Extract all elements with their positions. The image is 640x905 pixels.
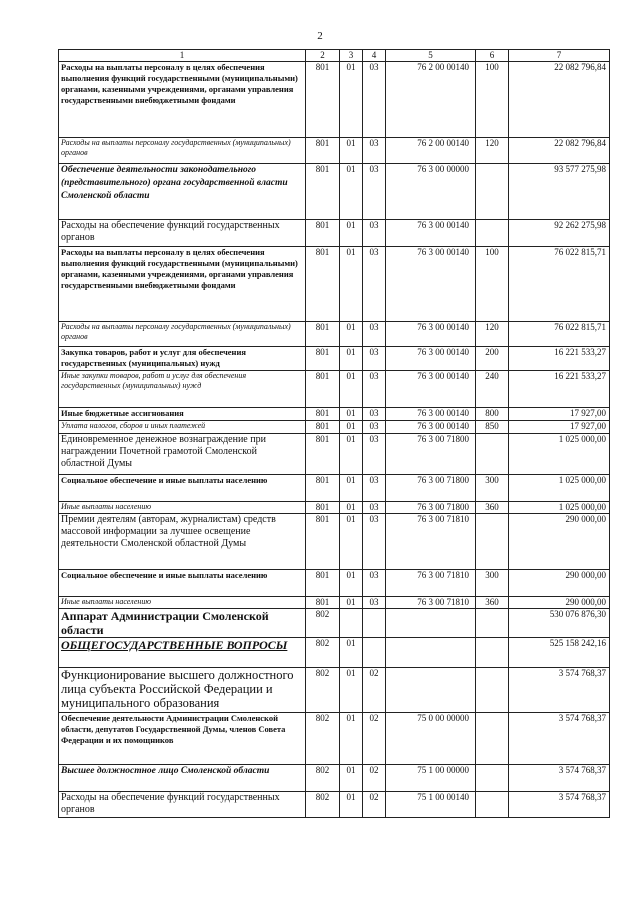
expense-type-cell: 850 <box>476 421 509 434</box>
department-code-cell: 801 <box>306 371 340 408</box>
expense-name-cell: Аппарат Администрации Смоленской области <box>59 609 306 638</box>
budget-table <box>58 49 610 818</box>
amount-cell: 3 574 768,37 <box>509 713 610 765</box>
department-code-cell: 801 <box>306 62 340 138</box>
expense-name-cell: Единовременное денежное вознаграждение при награждении Почетной грамотой Смоленской областной Думы <box>59 434 306 475</box>
table-row <box>59 247 610 322</box>
target-article-cell: 75 0 00 00000 <box>386 713 476 765</box>
table-row <box>59 164 610 220</box>
expense-name-cell: Расходы на выплаты персоналу государственных (муниципальных) органов <box>59 138 306 164</box>
target-article-cell: 76 3 00 71810 <box>386 570 476 597</box>
table-row <box>59 765 610 792</box>
expense-name-cell: Уплата налогов, сборов и иных платежей <box>59 421 306 434</box>
header-cell-1: 1 <box>59 50 306 62</box>
target-article-cell: 76 3 00 71810 <box>386 514 476 570</box>
subsection-code-cell: 03 <box>363 322 386 347</box>
amount-cell: 1 025 000,00 <box>509 434 610 475</box>
expense-name-cell: Расходы на выплаты персоналу в целях обеспечения выполнения функций государственными (муниципальными) органами, казенными учреждениями, органами управления государственными внебюджетными фондами <box>59 62 306 138</box>
department-code-cell: 802 <box>306 765 340 792</box>
department-code-cell: 801 <box>306 408 340 421</box>
target-article-cell: 76 3 00 71810 <box>386 597 476 609</box>
section-code-cell: 01 <box>340 638 363 668</box>
amount-cell: 3 574 768,37 <box>509 668 610 713</box>
target-article-cell: 76 3 00 00140 <box>386 421 476 434</box>
expense-type-cell <box>476 220 509 247</box>
target-article-cell: 76 3 00 00140 <box>386 408 476 421</box>
table-row <box>59 668 610 713</box>
expense-type-cell: 100 <box>476 247 509 322</box>
table-row <box>59 434 610 475</box>
subsection-code-cell: 03 <box>363 371 386 408</box>
expense-type-cell: 240 <box>476 371 509 408</box>
table-row <box>59 371 610 408</box>
section-code-cell: 01 <box>340 164 363 220</box>
target-article-cell: 76 3 00 00140 <box>386 247 476 322</box>
expense-type-cell: 200 <box>476 347 509 371</box>
target-article-cell: 76 3 00 71800 <box>386 475 476 502</box>
table-row <box>59 570 610 597</box>
expense-name-cell: Расходы на выплаты персоналу в целях обеспечения выполнения функций государственными (муниципальными) органами, казенными учреждениями, органами управления государственными внебюджетными фондами <box>59 247 306 322</box>
table-row <box>59 220 610 247</box>
expense-name-cell: Обеспечение деятельности Администрации Смоленской области, депутатов Государственной Думы, членов Совета Федерации и их помощников <box>59 713 306 765</box>
amount-cell: 3 574 768,37 <box>509 792 610 818</box>
target-article-cell <box>386 668 476 713</box>
expense-type-cell: 100 <box>476 62 509 138</box>
expense-name-cell: Расходы на обеспечение функций государственных органов <box>59 792 306 818</box>
target-article-cell: 76 3 00 00140 <box>386 322 476 347</box>
table-row <box>59 347 610 371</box>
expense-type-cell <box>476 434 509 475</box>
table-row <box>59 322 610 347</box>
amount-cell: 290 000,00 <box>509 570 610 597</box>
expense-name-cell: Расходы на обеспечение функций государственных органов <box>59 220 306 247</box>
amount-cell: 1 025 000,00 <box>509 475 610 502</box>
expense-type-cell <box>476 514 509 570</box>
expense-type-cell <box>476 609 509 638</box>
section-code-cell: 01 <box>340 570 363 597</box>
amount-cell: 290 000,00 <box>509 514 610 570</box>
expense-type-cell <box>476 164 509 220</box>
department-code-cell: 802 <box>306 668 340 713</box>
department-code-cell: 801 <box>306 322 340 347</box>
table-row <box>59 609 610 638</box>
page-number: 2 <box>317 30 323 42</box>
expense-name-cell: Высшее должностное лицо Смоленской области <box>59 765 306 792</box>
expense-name-cell: Иные закупки товаров, работ и услуг для обеспечения государственных (муниципальных) нужд <box>59 371 306 408</box>
expense-name-cell: Социальное обеспечение и иные выплаты населению <box>59 570 306 597</box>
section-code-cell: 01 <box>340 502 363 514</box>
section-code-cell: 01 <box>340 371 363 408</box>
subsection-code-cell: 03 <box>363 164 386 220</box>
expense-type-cell <box>476 713 509 765</box>
header-cell-4: 4 <box>363 50 386 62</box>
expense-type-cell <box>476 792 509 818</box>
department-code-cell: 801 <box>306 434 340 475</box>
target-article-cell <box>386 638 476 668</box>
department-code-cell: 801 <box>306 502 340 514</box>
table-row <box>59 475 610 502</box>
table-row <box>59 792 610 818</box>
department-code-cell: 802 <box>306 713 340 765</box>
section-code-cell: 01 <box>340 220 363 247</box>
section-code-cell: 01 <box>340 597 363 609</box>
section-code-cell: 01 <box>340 514 363 570</box>
subsection-code-cell: 03 <box>363 570 386 597</box>
amount-cell: 3 574 768,37 <box>509 765 610 792</box>
subsection-code-cell <box>363 609 386 638</box>
table-row <box>59 638 610 668</box>
expense-name-cell: Премии деятелям (авторам, журналистам) средств массовой информации за лучшее освещение деятельности Смоленской областной Думы <box>59 514 306 570</box>
department-code-cell: 801 <box>306 164 340 220</box>
target-article-cell: 76 3 00 00140 <box>386 371 476 408</box>
subsection-code-cell: 03 <box>363 347 386 371</box>
subsection-code-cell: 03 <box>363 138 386 164</box>
header-cell-2: 2 <box>306 50 340 62</box>
target-article-cell: 76 2 00 00140 <box>386 138 476 164</box>
department-code-cell: 801 <box>306 138 340 164</box>
amount-cell: 76 022 815,71 <box>509 247 610 322</box>
department-code-cell: 801 <box>306 597 340 609</box>
expense-name-cell: Обеспечение деятельности законодательного (представительного) органа государственной власти Смоленской области <box>59 164 306 220</box>
expense-name-cell: Функционирование высшего должностного лица субъекта Российской Федерации и муниципального образования <box>59 668 306 713</box>
subsection-code-cell: 02 <box>363 668 386 713</box>
department-code-cell: 801 <box>306 421 340 434</box>
budget-table-body <box>59 50 610 818</box>
subsection-code-cell: 03 <box>363 475 386 502</box>
department-code-cell: 801 <box>306 220 340 247</box>
section-code-cell: 01 <box>340 138 363 164</box>
section-code-cell: 01 <box>340 421 363 434</box>
table-row <box>59 421 610 434</box>
amount-cell: 17 927,00 <box>509 421 610 434</box>
table-row <box>59 62 610 138</box>
amount-cell: 530 076 876,30 <box>509 609 610 638</box>
expense-type-cell: 300 <box>476 570 509 597</box>
subsection-code-cell: 03 <box>363 434 386 475</box>
amount-cell: 22 082 796,84 <box>509 138 610 164</box>
subsection-code-cell: 02 <box>363 765 386 792</box>
expense-type-cell <box>476 638 509 668</box>
department-code-cell: 801 <box>306 514 340 570</box>
amount-cell: 16 221 533,27 <box>509 347 610 371</box>
target-article-cell: 76 3 00 71800 <box>386 434 476 475</box>
expense-name-cell: Закупка товаров, работ и услуг для обеспечения государственных (муниципальных) нужд <box>59 347 306 371</box>
table-row <box>59 138 610 164</box>
amount-cell: 76 022 815,71 <box>509 322 610 347</box>
section-code-cell: 01 <box>340 713 363 765</box>
expense-type-cell: 300 <box>476 475 509 502</box>
section-code-cell: 01 <box>340 62 363 138</box>
table-row <box>59 408 610 421</box>
table-row <box>59 597 610 609</box>
section-code-cell: 01 <box>340 765 363 792</box>
section-code-cell: 01 <box>340 792 363 818</box>
table-row <box>59 514 610 570</box>
expense-type-cell: 120 <box>476 322 509 347</box>
amount-cell: 290 000,00 <box>509 597 610 609</box>
subsection-code-cell: 03 <box>363 514 386 570</box>
section-code-cell: 01 <box>340 408 363 421</box>
target-article-cell: 75 1 00 00140 <box>386 792 476 818</box>
header-cell-5: 5 <box>386 50 476 62</box>
table-header-row <box>59 50 610 62</box>
table-row <box>59 713 610 765</box>
subsection-code-cell: 02 <box>363 792 386 818</box>
expense-name-cell: Иные выплаты населению <box>59 597 306 609</box>
expense-name-cell: Иные бюджетные ассигнования <box>59 408 306 421</box>
header-cell-7: 7 <box>509 50 610 62</box>
header-cell-3: 3 <box>340 50 363 62</box>
target-article-cell: 75 1 00 00000 <box>386 765 476 792</box>
expense-name-cell: Иные выплаты населению <box>59 502 306 514</box>
amount-cell: 22 082 796,84 <box>509 62 610 138</box>
subsection-code-cell: 03 <box>363 502 386 514</box>
department-code-cell: 802 <box>306 609 340 638</box>
subsection-code-cell: 03 <box>363 247 386 322</box>
section-code-cell: 01 <box>340 347 363 371</box>
section-code-cell: 01 <box>340 475 363 502</box>
expense-type-cell <box>476 765 509 792</box>
target-article-cell <box>386 609 476 638</box>
expense-type-cell: 120 <box>476 138 509 164</box>
subsection-code-cell: 03 <box>363 597 386 609</box>
section-code-cell: 01 <box>340 668 363 713</box>
section-code-cell: 01 <box>340 322 363 347</box>
subsection-code-cell: 03 <box>363 408 386 421</box>
expense-name-cell: Социальное обеспечение и иные выплаты населению <box>59 475 306 502</box>
subsection-code-cell: 03 <box>363 220 386 247</box>
department-code-cell: 802 <box>306 792 340 818</box>
amount-cell: 92 262 275,98 <box>509 220 610 247</box>
department-code-cell: 801 <box>306 475 340 502</box>
header-cell-6: 6 <box>476 50 509 62</box>
amount-cell: 1 025 000,00 <box>509 502 610 514</box>
subsection-code-cell: 02 <box>363 713 386 765</box>
expense-type-cell <box>476 668 509 713</box>
department-code-cell: 801 <box>306 570 340 597</box>
section-code-cell <box>340 609 363 638</box>
subsection-code-cell <box>363 638 386 668</box>
department-code-cell: 801 <box>306 247 340 322</box>
expense-type-cell: 800 <box>476 408 509 421</box>
target-article-cell: 76 3 00 00140 <box>386 220 476 247</box>
section-code-cell: 01 <box>340 247 363 322</box>
target-article-cell: 76 3 00 00140 <box>386 347 476 371</box>
subsection-code-cell: 03 <box>363 62 386 138</box>
section-code-cell: 01 <box>340 434 363 475</box>
department-code-cell: 802 <box>306 638 340 668</box>
amount-cell: 16 221 533,27 <box>509 371 610 408</box>
department-code-cell: 801 <box>306 347 340 371</box>
subsection-code-cell: 03 <box>363 421 386 434</box>
amount-cell: 525 158 242,16 <box>509 638 610 668</box>
expense-name-cell: Расходы на выплаты персоналу государственных (муниципальных) органов <box>59 322 306 347</box>
amount-cell: 17 927,00 <box>509 408 610 421</box>
table-row <box>59 502 610 514</box>
target-article-cell: 76 2 00 00140 <box>386 62 476 138</box>
expense-name-cell: ОБЩЕГОСУДАРСТВЕННЫЕ ВОПРОСЫ <box>59 638 306 668</box>
amount-cell: 93 577 275,98 <box>509 164 610 220</box>
expense-type-cell: 360 <box>476 597 509 609</box>
expense-type-cell: 360 <box>476 502 509 514</box>
target-article-cell: 76 3 00 71800 <box>386 502 476 514</box>
target-article-cell: 76 3 00 00000 <box>386 164 476 220</box>
